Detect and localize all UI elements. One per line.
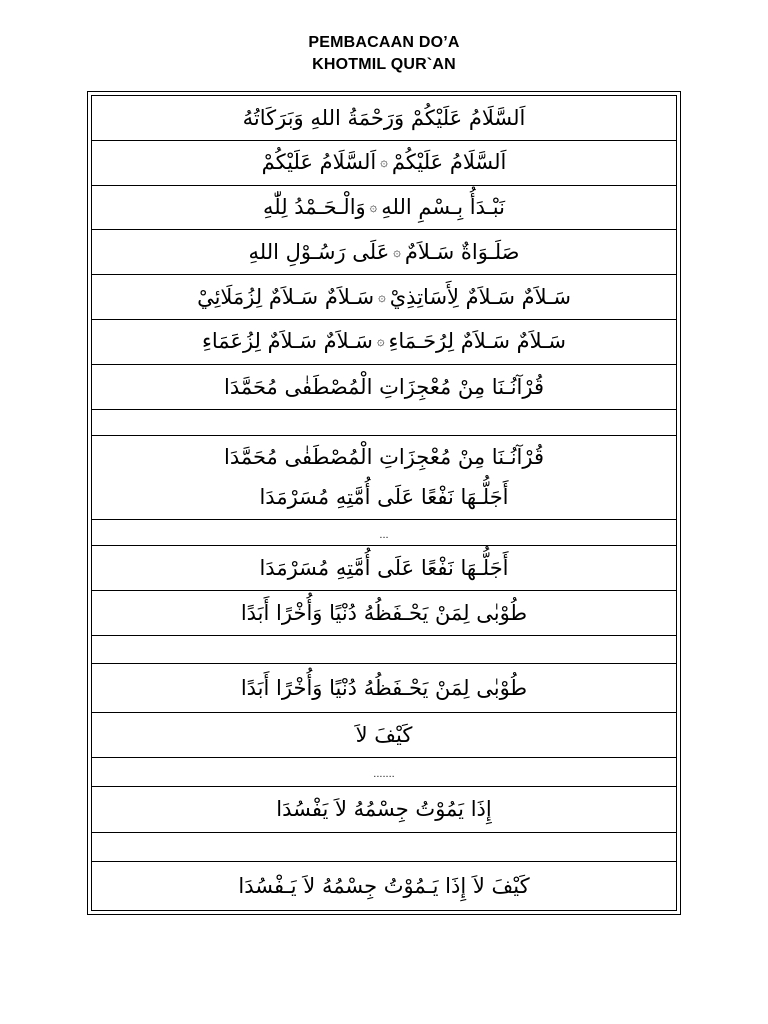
separator-icon: ۞ xyxy=(380,155,388,171)
table-cell xyxy=(92,546,677,591)
table-row xyxy=(92,230,677,275)
table-row xyxy=(92,140,677,185)
table-row xyxy=(92,786,677,833)
arabic-verse: سَـلاَمٌ سَـلاَمٌ لِزُمَلَائِيْ xyxy=(197,284,375,309)
table-cell xyxy=(92,320,677,365)
separator-icon: ۞ xyxy=(376,334,385,350)
table-cell xyxy=(92,96,677,141)
table-row xyxy=(92,96,677,141)
arabic-verse: كَيْفَ لاَ إِذَا يَـمُوْتُ جِسْمُهُ لاَ يَـفْسُدَا xyxy=(238,873,530,898)
arabic-verse: إِذَا يَمُوْتُ جِسْمُهُ لاَ يَفْسُدَا xyxy=(276,797,492,822)
table-cell xyxy=(92,861,677,910)
table-row-empty xyxy=(92,409,677,435)
table-cell xyxy=(92,591,677,636)
table-cell xyxy=(92,436,677,520)
arabic-verse: طُوْبٰى لِمَنْ يَحْـفَظُهُ دُنْيًا وَأُخْرًا أَبَدًا xyxy=(240,676,528,701)
arabic-verse: طُوْبٰى لِمَنْ يَحْـفَظُهُ دُنْيًا وَأُخْرًا أَبَدًا xyxy=(240,600,528,625)
table-cell xyxy=(92,713,677,758)
arabic-verse: اَلسَّلَامُ عَلَيْكُمْ وَرَحْمَةُ اللهِ وَبَرَكَاتُهُ xyxy=(242,105,526,130)
table-cell xyxy=(92,185,677,230)
table-cell xyxy=(92,664,677,713)
table-row xyxy=(92,713,677,758)
arabic-verse: اَلسَّلَامُ عَلَيْكُمْ xyxy=(261,150,377,175)
arabic-verse: سَـلاَمٌ سَـلاَمٌ لِرُحَـمَاءِ xyxy=(388,329,566,354)
arabic-verse-pair xyxy=(197,285,571,309)
table-row xyxy=(92,861,677,910)
table-row xyxy=(92,436,677,520)
document-subtitle: KHOTMIL QUR`AN xyxy=(312,56,456,73)
arabic-verse: سَـلاَمٌ سَـلاَمٌ لِزُعَمَاءِ xyxy=(202,329,373,354)
table-row-empty xyxy=(92,833,677,862)
arabic-verse: عَلَى رَسُـوْلِ اللهِ xyxy=(248,239,390,264)
doa-table-frame xyxy=(87,91,681,915)
table-row xyxy=(92,320,677,365)
doa-table xyxy=(91,95,677,911)
table-row xyxy=(92,664,677,713)
table-cell xyxy=(92,519,677,545)
arabic-verse: قُرْآنُـنَا مِنْ مُعْجِزَاتِ الْمُصْطَفٰى مُحَمَّدَا xyxy=(224,445,544,470)
document-title: PEMBACAAN DO’A xyxy=(308,34,460,51)
table-cell xyxy=(92,833,677,862)
table-row xyxy=(92,275,677,320)
table-cell xyxy=(92,409,677,435)
table-row xyxy=(92,185,677,230)
table-cell xyxy=(92,275,677,320)
arabic-verse: نَبْـدَأُ بِـسْمِ اللهِ xyxy=(381,195,505,220)
table-row xyxy=(92,758,677,787)
arabic-verse: كَيْفَ لاَ xyxy=(355,723,413,748)
table-row xyxy=(92,546,677,591)
table-row xyxy=(92,591,677,636)
table-cell xyxy=(92,230,677,275)
arabic-verse: سَـلاَمٌ سَـلاَمٌ لِأَسَاتِذِيْ xyxy=(389,284,571,309)
table-row xyxy=(92,519,677,545)
ellipsis-marker: ... xyxy=(379,528,389,541)
separator-icon: ۞ xyxy=(393,244,401,260)
ellipsis-marker: ....... xyxy=(373,768,395,781)
table-row xyxy=(92,364,677,409)
separator-icon: ۞ xyxy=(369,200,378,216)
table-cell xyxy=(92,140,677,185)
arabic-verse: أَجَلُّـهَا نَفْعًا عَلَى أُمَّتِهِ مُسَرْمَدَا xyxy=(259,556,509,581)
table-cell xyxy=(92,364,677,409)
arabic-verse: صَلَـوَاةٌ سَـلاَمٌ xyxy=(404,239,520,264)
arabic-verse: قُرْآنُـنَا مِنْ مُعْجِزَاتِ الْمُصْطَفٰى مُحَمَّدَا xyxy=(224,374,544,399)
table-row-empty xyxy=(92,635,677,664)
arabic-verse-pair xyxy=(202,329,566,353)
document-header xyxy=(0,32,768,76)
separator-icon: ۞ xyxy=(378,289,386,305)
table-cell xyxy=(92,635,677,664)
arabic-verse: اَلسَّلَامُ عَلَيْكُمْ xyxy=(391,150,507,175)
arabic-verse: أَجَلُّـهَا نَفْعًا عَلَى أُمَّتِهِ مُسَرْمَدَا xyxy=(259,485,509,510)
arabic-verse-pair xyxy=(249,240,520,264)
arabic-verse-pair xyxy=(262,150,507,174)
arabic-verse: وَالْـحَـمْدُ لِلّٰهِ xyxy=(262,195,366,220)
arabic-verse-pair xyxy=(263,195,505,219)
table-cell xyxy=(92,758,677,787)
table-cell xyxy=(92,786,677,833)
